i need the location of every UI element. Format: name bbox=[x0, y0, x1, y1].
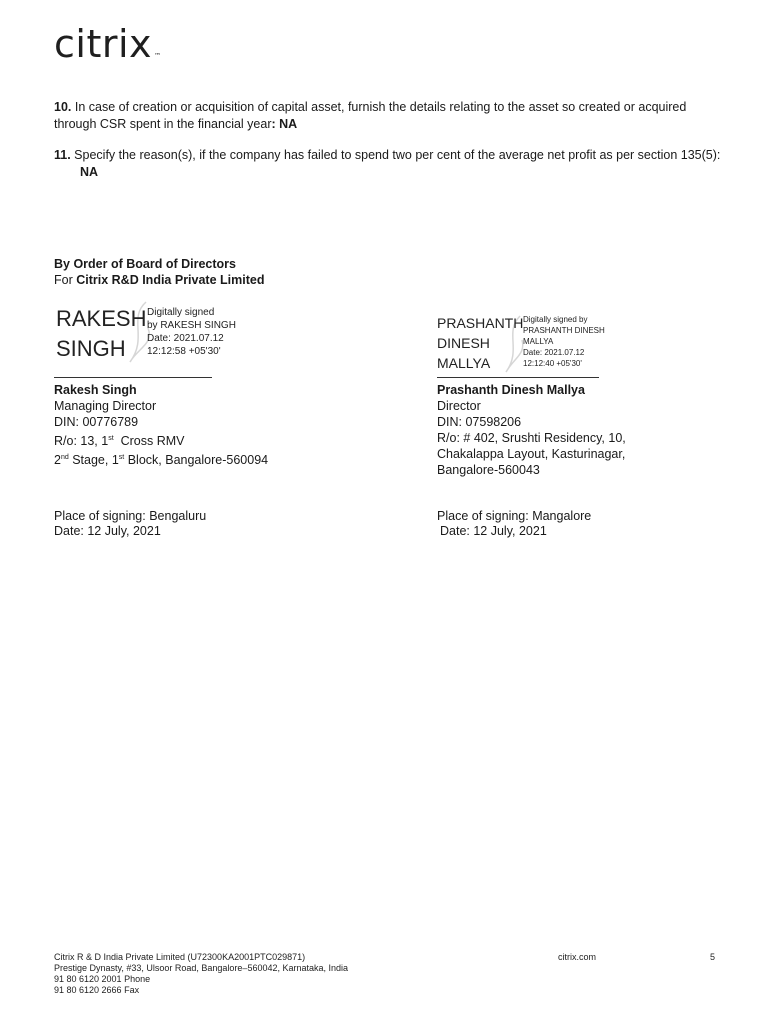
company-name: Citrix R&D India Private Limited bbox=[76, 273, 265, 287]
sig2-address-2: Chakalappa Layout, Kasturinagar, bbox=[437, 447, 626, 461]
sig2-title: Director bbox=[437, 399, 481, 413]
sig1-name-line1: RAKESH bbox=[56, 306, 147, 331]
page-number: 5 bbox=[710, 952, 716, 962]
item-11-number: 11. bbox=[54, 148, 71, 162]
sig1-digital-line: Digitally signed bbox=[147, 307, 215, 318]
item-10-number: 10. bbox=[54, 100, 72, 114]
sig2-digital-line: Date: 2021.07.12 bbox=[523, 348, 585, 357]
for-company-line bbox=[54, 272, 264, 289]
sig1-addr2-b: Stage, 1 bbox=[68, 453, 119, 468]
item-10-text: In case of creation or acquisition of capital asset, furnish the details relating to the asset so created or acquired through CSR spent in the financial year bbox=[54, 100, 687, 131]
item-10-answer: : NA bbox=[271, 117, 298, 131]
sig2-address-1: R/o: # 402, Srushti Residency, 10, bbox=[437, 431, 626, 445]
sig2-name-line: PRASHANTH bbox=[437, 315, 524, 331]
for-prefix: For bbox=[54, 273, 77, 287]
citrix-logo bbox=[54, 22, 160, 66]
sig1-name: Rakesh Singh bbox=[54, 383, 137, 397]
sig1-underline bbox=[54, 377, 212, 378]
sig2-din: DIN: 07598206 bbox=[437, 415, 522, 429]
by-order-line: By Order of Board of Directors bbox=[54, 257, 236, 271]
item-11-answer: NA bbox=[80, 165, 99, 179]
sig1-addr1-a: R/o: 13, 1 bbox=[54, 434, 109, 449]
sig2-digital-line: PRASHANTH DINESH bbox=[523, 326, 605, 335]
sig1-name-line2: SINGH bbox=[56, 336, 126, 361]
sig2-name-line: DINESH bbox=[437, 335, 490, 351]
sig2-date: Date: 12 July, 2021 bbox=[440, 524, 547, 538]
footer-address bbox=[54, 952, 348, 996]
sig1-digital-stamp bbox=[147, 306, 236, 358]
item-11 bbox=[54, 147, 722, 181]
sig2-name-line: MALLYA bbox=[437, 355, 491, 371]
sig1-din: DIN: 00776789 bbox=[54, 415, 139, 429]
footer-line: Prestige Dynasty, #33, Ulsoor Road, Bangalore–560042, Karnataka, India bbox=[54, 963, 349, 973]
sig1-digital-line: Date: 2021.07.12 bbox=[147, 333, 224, 344]
signatory2-details bbox=[437, 382, 626, 479]
sig1-digital-line: 12:12:58 +05'30' bbox=[147, 346, 221, 357]
sig1-date: Date: 12 July, 2021 bbox=[54, 524, 161, 538]
item-10 bbox=[54, 99, 722, 133]
sig1-place: Place of signing: Bengaluru bbox=[54, 509, 207, 523]
footer-website-link[interactable]: citrix.com bbox=[558, 952, 596, 962]
sig1-address-1 bbox=[54, 430, 268, 450]
sig2-digital-line: Digitally signed by bbox=[523, 315, 588, 324]
sig1-addr2-a: 2 bbox=[54, 453, 61, 468]
sig1-digital-line: by RAKESH SINGH bbox=[147, 320, 236, 331]
sig2-digital-line: 12:12:40 +05'30' bbox=[523, 359, 582, 368]
sig1-address-2 bbox=[54, 449, 268, 469]
sig1-addr2-sup2: st bbox=[118, 454, 125, 462]
sig2-address-3: Bangalore-560043 bbox=[437, 463, 540, 477]
footer-line: 91 80 6120 2666 Fax bbox=[54, 985, 140, 995]
sig2-underline bbox=[437, 377, 599, 378]
logo-text: citrix bbox=[54, 22, 153, 66]
sig2-name: Prashanth Dinesh Mallya bbox=[437, 383, 585, 397]
sig1-addr2-c: Block, Bangalore-560094 bbox=[124, 453, 269, 468]
item-11-text: Specify the reason(s), if the company has failed to spend two per cent of the average net profit as per section 135(5): bbox=[74, 148, 721, 162]
sig2-digital-line: MALLYA bbox=[523, 337, 554, 346]
sig1-title: Managing Director bbox=[54, 399, 157, 413]
signatory1-details bbox=[54, 382, 268, 469]
footer-line: Citrix R & D India Private Limited (U72300KA2001PTC029871) bbox=[54, 952, 306, 962]
footer-line: 91 80 6120 2001 Phone bbox=[54, 974, 151, 984]
sig2-digital-stamp bbox=[523, 314, 605, 369]
sig2-place: Place of signing: Mangalore bbox=[437, 509, 592, 523]
sig1-addr1-b: Cross RMV bbox=[113, 434, 185, 449]
logo-trademark: ™ bbox=[154, 52, 162, 60]
sig2-name-block bbox=[437, 313, 523, 373]
sig1-addr1-sup: st bbox=[108, 435, 114, 442]
sig1-addr2-sup1: nd bbox=[60, 454, 69, 462]
